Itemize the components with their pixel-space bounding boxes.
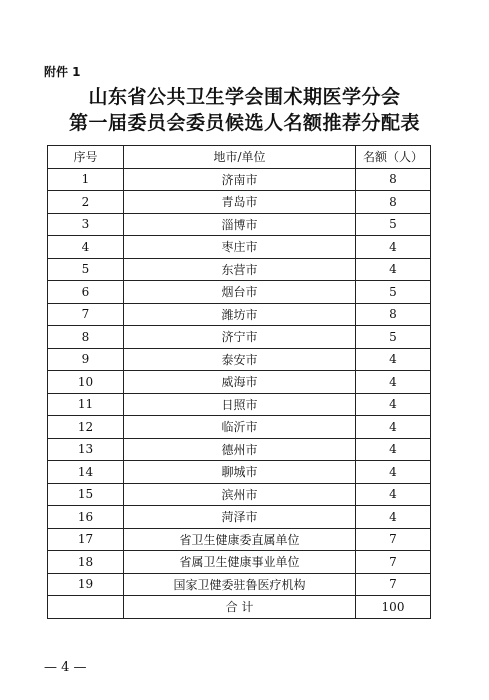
row-number: 16 bbox=[48, 506, 124, 529]
row-quota: 4 bbox=[356, 236, 431, 259]
table-row bbox=[48, 326, 431, 349]
row-unit: 国家卫健委驻鲁医疗机构 bbox=[124, 573, 356, 596]
row-quota: 5 bbox=[356, 326, 431, 349]
table-row bbox=[48, 551, 431, 574]
row-number: 5 bbox=[48, 258, 124, 281]
row-unit: 省卫生健康委直属单位 bbox=[124, 528, 356, 551]
table-row bbox=[48, 416, 431, 439]
row-number: 13 bbox=[48, 438, 124, 461]
table-header bbox=[48, 146, 431, 169]
table-row bbox=[48, 506, 431, 529]
row-unit: 德州市 bbox=[124, 438, 356, 461]
header-row bbox=[48, 146, 431, 169]
table-row bbox=[48, 371, 431, 394]
row-unit: 潍坊市 bbox=[124, 303, 356, 326]
row-number: 10 bbox=[48, 371, 124, 394]
table-row bbox=[48, 483, 431, 506]
row-quota: 7 bbox=[356, 551, 431, 574]
row-number: 11 bbox=[48, 393, 124, 416]
row-unit: 威海市 bbox=[124, 371, 356, 394]
row-number: 7 bbox=[48, 303, 124, 326]
row-quota: 5 bbox=[356, 213, 431, 236]
row-number: 1 bbox=[48, 168, 124, 191]
table-body bbox=[48, 168, 431, 618]
total-value: 100 bbox=[356, 596, 431, 619]
total-blank-cell bbox=[48, 596, 124, 619]
row-number: 4 bbox=[48, 236, 124, 259]
row-number: 2 bbox=[48, 191, 124, 214]
row-unit: 淄博市 bbox=[124, 213, 356, 236]
total-row bbox=[48, 596, 431, 619]
table-row bbox=[48, 191, 431, 214]
row-number: 15 bbox=[48, 483, 124, 506]
attachment-label: 附件 1 bbox=[44, 65, 81, 79]
row-number: 3 bbox=[48, 213, 124, 236]
table-row bbox=[48, 573, 431, 596]
row-quota: 7 bbox=[356, 573, 431, 596]
row-number: 18 bbox=[48, 551, 124, 574]
row-quota: 4 bbox=[356, 371, 431, 394]
row-number: 14 bbox=[48, 461, 124, 484]
row-quota: 4 bbox=[356, 461, 431, 484]
header-unit: 地市/单位 bbox=[124, 146, 356, 169]
row-quota: 4 bbox=[356, 483, 431, 506]
quota-table bbox=[47, 145, 431, 619]
table-row bbox=[48, 281, 431, 304]
row-quota: 8 bbox=[356, 303, 431, 326]
row-quota: 4 bbox=[356, 258, 431, 281]
header-quota: 名额（人） bbox=[356, 146, 431, 169]
row-quota: 8 bbox=[356, 191, 431, 214]
row-unit: 枣庄市 bbox=[124, 236, 356, 259]
row-quota: 4 bbox=[356, 348, 431, 371]
row-unit: 省属卫生健康事业单位 bbox=[124, 551, 356, 574]
row-quota: 5 bbox=[356, 281, 431, 304]
row-number: 9 bbox=[48, 348, 124, 371]
row-unit: 烟台市 bbox=[124, 281, 356, 304]
table-row bbox=[48, 303, 431, 326]
row-unit: 聊城市 bbox=[124, 461, 356, 484]
document-title-line-1: 山东省公共卫生学会围术期医学分会 bbox=[88, 86, 401, 108]
table-row bbox=[48, 438, 431, 461]
row-number: 8 bbox=[48, 326, 124, 349]
table-row bbox=[48, 528, 431, 551]
table-row bbox=[48, 393, 431, 416]
row-quota: 4 bbox=[356, 506, 431, 529]
row-unit: 济宁市 bbox=[124, 326, 356, 349]
table-row bbox=[48, 168, 431, 191]
row-number: 17 bbox=[48, 528, 124, 551]
row-unit: 临沂市 bbox=[124, 416, 356, 439]
row-unit: 东营市 bbox=[124, 258, 356, 281]
row-unit: 菏泽市 bbox=[124, 506, 356, 529]
header-number: 序号 bbox=[48, 146, 124, 169]
table-row bbox=[48, 348, 431, 371]
total-label: 合 计 bbox=[124, 596, 356, 619]
row-unit: 泰安市 bbox=[124, 348, 356, 371]
row-number: 6 bbox=[48, 281, 124, 304]
row-quota: 4 bbox=[356, 438, 431, 461]
document-title-line-2: 第一届委员会委员候选人名额推荐分配表 bbox=[68, 112, 420, 134]
table-row bbox=[48, 461, 431, 484]
row-quota: 4 bbox=[356, 416, 431, 439]
table-row bbox=[48, 213, 431, 236]
row-unit: 日照市 bbox=[124, 393, 356, 416]
table-row bbox=[48, 236, 431, 259]
row-number: 19 bbox=[48, 573, 124, 596]
row-quota: 4 bbox=[356, 393, 431, 416]
table-row bbox=[48, 258, 431, 281]
row-unit: 青岛市 bbox=[124, 191, 356, 214]
page-number: — 4 — bbox=[44, 660, 87, 675]
row-quota: 8 bbox=[356, 168, 431, 191]
row-quota: 7 bbox=[356, 528, 431, 551]
row-unit: 济南市 bbox=[124, 168, 356, 191]
row-number: 12 bbox=[48, 416, 124, 439]
row-unit: 滨州市 bbox=[124, 483, 356, 506]
